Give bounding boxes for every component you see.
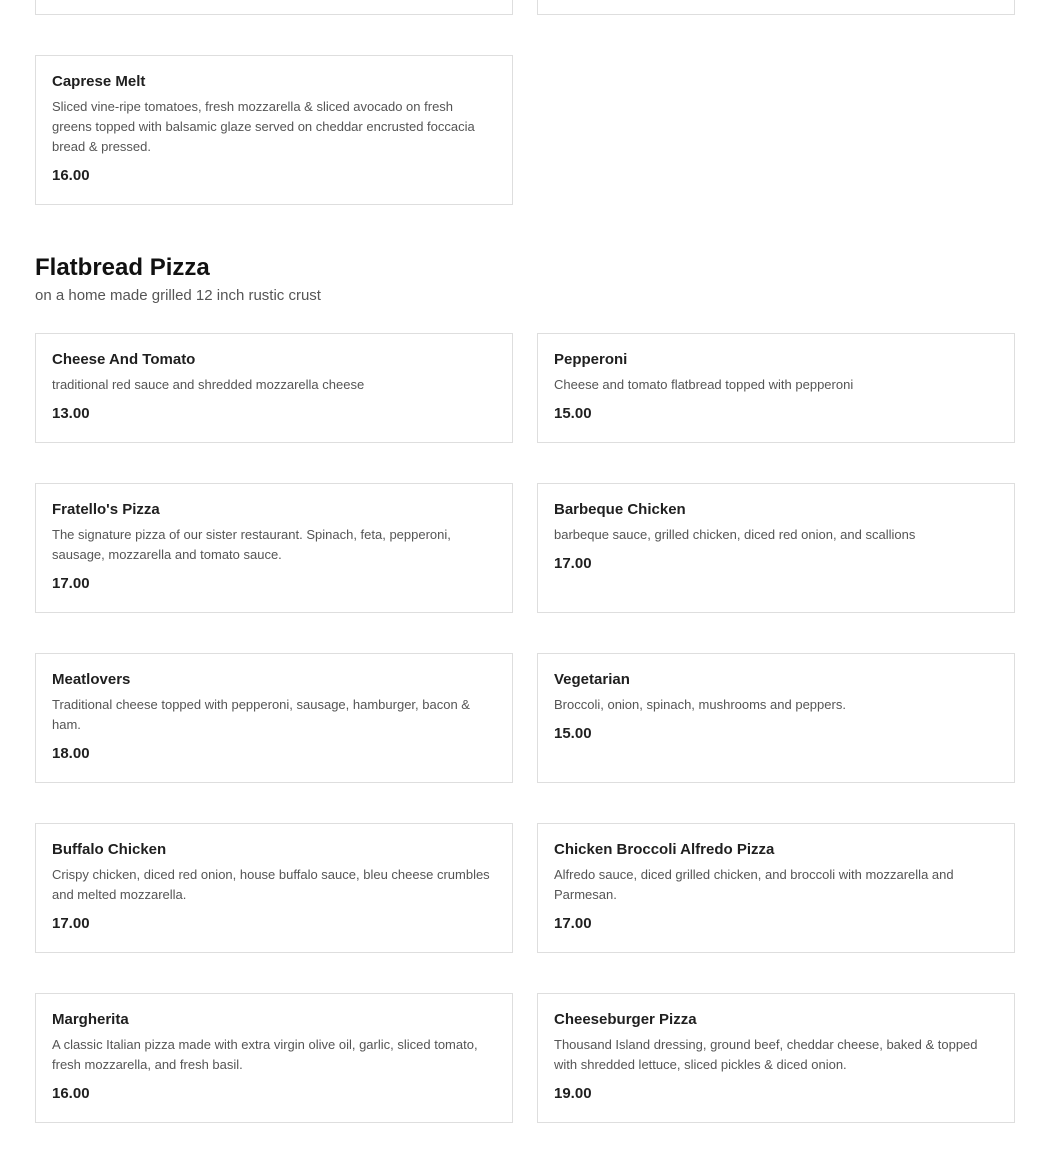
menu-item-description: Crispy chicken, diced red onion, house buffalo sauce, bleu cheese crumbles and melted mozzarella. [52,867,490,902]
menu-item-name: Meatlovers [52,671,131,688]
menu-item-price: 17.00 [554,915,592,932]
menu-item-name: Caprese Melt [52,73,146,90]
menu-item-description: A classic Italian pizza made with extra virgin olive oil, garlic, sliced tomato, fresh mozzarella, and fresh basil. [52,1037,478,1072]
menu-item-name: Pepperoni [554,351,628,368]
menu-item-description: The signature pizza of our sister restaurant. Spinach, feta, pepperoni, sausage, mozzarella and tomato sauce. [52,527,451,562]
menu-item-card[interactable] [35,483,513,613]
menu-item-price: 16.00 [52,167,90,184]
menu-item-name: Buffalo Chicken [52,841,167,858]
menu-item-description: Alfredo sauce, diced grilled chicken, and broccoli with mozzarella and Parmesan. [554,867,954,902]
menu-item-card[interactable] [537,653,1015,783]
menu-item-description: Sliced vine-ripe tomatoes, fresh mozzarella & sliced avocado on fresh greens topped with balsamic glaze served on cheddar encrusted foccacia bread & pressed. [52,99,475,154]
menu-item-card[interactable] [35,653,513,783]
menu-item-description: traditional red sauce and shredded mozzarella cheese [52,377,365,392]
section-subtitle: on a home made grilled 12 inch rustic crust [35,287,321,304]
menu-item-price: 13.00 [52,405,90,422]
section-title: Flatbread Pizza [35,254,210,281]
menu-item-price: 19.00 [554,1085,592,1102]
menu-item-card[interactable] [35,823,513,953]
menu-item-name: Barbeque Chicken [554,501,686,518]
menu-item-price: 17.00 [52,915,90,932]
menu-item-card[interactable] [35,55,513,205]
menu-item-name: Chicken Broccoli Alfredo Pizza [554,841,775,858]
menu-item-description: Broccoli, onion, spinach, mushrooms and peppers. [554,697,846,712]
menu-item-description: barbeque sauce, grilled chicken, diced red onion, and scallions [554,527,916,542]
menu-item-card[interactable] [537,823,1015,953]
menu-item-card[interactable] [537,993,1015,1123]
menu-item-card-partial[interactable] [35,0,513,15]
menu-item-description: Cheese and tomato flatbread topped with pepperoni [554,377,854,392]
menu-item-price: 18.00 [52,745,90,762]
menu-item-price: 15.00 [554,405,592,422]
menu-item-name: Fratello's Pizza [52,501,160,518]
menu-item-card[interactable] [537,333,1015,443]
menu-item-price: 16.00 [52,1085,90,1102]
menu-item-description: Thousand Island dressing, ground beef, cheddar cheese, baked & topped with shredded lettuce, sliced pickles & diced onion. [554,1037,978,1072]
menu-item-description: Traditional cheese topped with pepperoni, sausage, hamburger, bacon & ham. [52,697,470,732]
menu-item-card[interactable] [35,333,513,443]
menu-item-card-partial[interactable] [537,0,1015,15]
menu-item-price: 15.00 [554,725,592,742]
menu-item-name: Vegetarian [554,671,630,688]
menu-item-name: Cheeseburger Pizza [554,1011,697,1028]
menu-item-price: 17.00 [554,555,592,572]
menu-item-card[interactable] [537,483,1015,613]
menu-item-name: Margherita [52,1011,129,1028]
menu-item-card[interactable] [35,993,513,1123]
menu-item-name: Cheese And Tomato [52,351,196,368]
menu-item-price: 17.00 [52,575,90,592]
